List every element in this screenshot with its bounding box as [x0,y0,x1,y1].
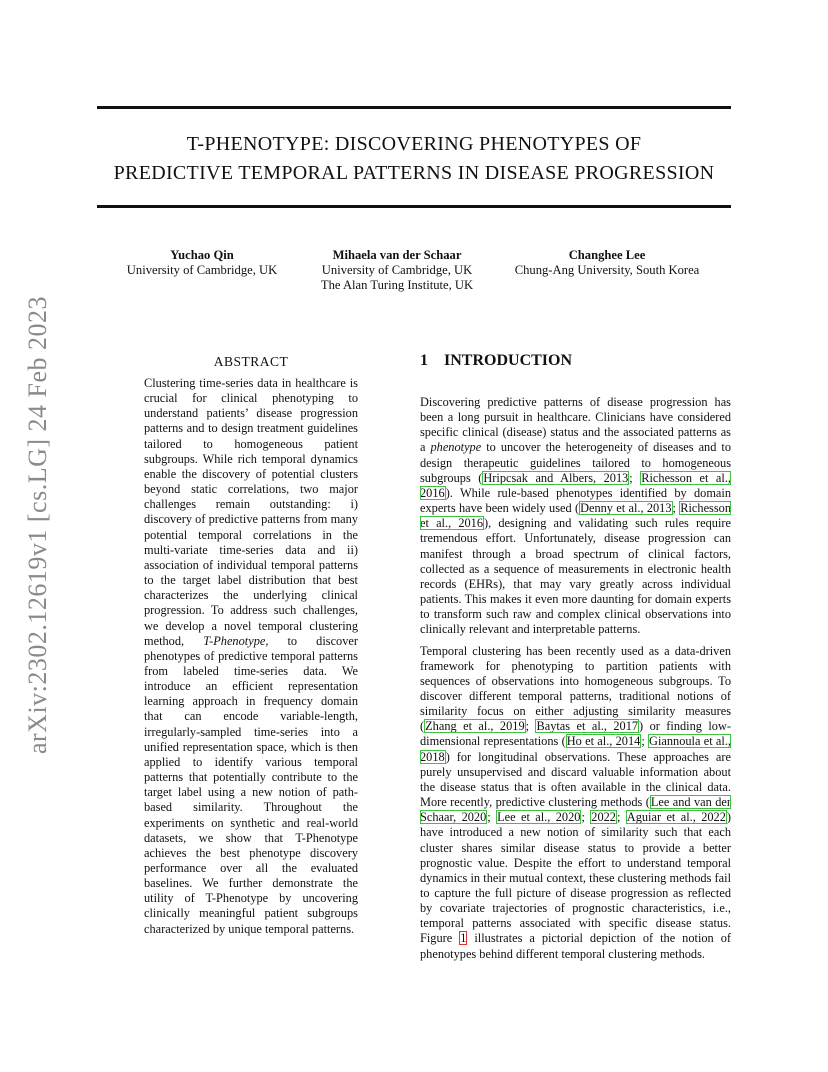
text-run: to uncover the heterogeneity of diseases and to design therapeutic guidelines tailored to homogeneous subgroups ( [420,440,731,485]
citation-link[interactable]: 2022 [591,810,616,825]
intro-paragraph-1 [420,395,731,638]
text-run: ; [525,719,536,734]
author-name: Mihaela van der Schaar [332,248,462,262]
text-run: ) for longitudinal observations. These approaches are purely unsupervised and discard valuable information about the disease status that is often available in the clinical data. More recently, predictive clustering methods ( [420,749,731,810]
citation-link[interactable]: Ho et al., 2014 [566,734,641,749]
author-name: Yuchao Qin [170,248,234,262]
citation-link[interactable]: Denny et al., 2013 [580,501,672,516]
abstract-text-after: , to discover phenotypes of predictive temporal patterns from labeled time-series data. We introduce an efficient representation learning approach in frequency domain that can encode variable-length, irregularly-sampled time-series into a unified representation space, which is then applied to identify various temporal patterns that potentially contribute to the target label using a new notion of path-based similarity. Throughout the experiments on synthetic and real-world datasets, we show that T-Phenotype achieves the best phenotype discovery performance over all the evaluated baselines. We further demonstrate the utility of T-Phenotype by uncovering clinically meaningful patient subgroups characterized by unique temporal patterns. [144,633,358,936]
text-run: ; [672,501,680,516]
emphasis-phenotype: phenotype [430,440,482,455]
citation-link[interactable]: Lee et al., 2020 [497,810,581,825]
text-run: ; [487,810,497,825]
method-name: T-Phenotype [203,633,266,648]
text-run: ; [641,734,649,749]
citation-link[interactable]: Richesson et al., 2016 [420,501,732,531]
text-run: ) or finding low-dimensional representations ( [420,719,732,749]
title-line-1: T-PHENOTYPE: DISCOVERING PHENOTYPES OF [186,133,642,155]
author-block [97,248,731,298]
text-run: ; [581,810,591,825]
text-run: illustrates a pictorial depiction of the notion of phenotypes behind different temporal clustering methods. [420,931,731,961]
abstract-text [144,376,358,937]
author-2 [302,248,492,293]
figure-reference-link[interactable]: 1 [460,931,467,946]
citation-link[interactable]: Lee and van der Schaar, 2020 [420,795,731,825]
citation-link[interactable]: Richesson et al., 2016 [420,470,732,500]
section-number: 1 [420,352,428,369]
intro-paragraph-2 [420,644,731,962]
author-1 [112,248,292,278]
text-run: Temporal clustering has been recently used as a data-driven framework for phenotyping to partition patients with sequences of observations into homogeneous subgroups. To discover different temporal patterns, traditional notions of similarity focus on either adjusting similarity measures ( [420,643,731,734]
abstract-text-before: Clustering time-series data in healthcare is crucial for clinical phenotyping to understand patients’ disease progression patterns and to design treatment guidelines tailored to homogeneous patient subgroups. While rich temporal dynamics enable the discovery of potential clusters beyond static correlations, two major challenges remain outstanding: i) discovery of predictive patterns from many potential temporal correlations in the multi-variate time-series data and ii) association of individual temporal patterns to the target label distribution that best characterizes the underlying clinical progression. To address such challenges, we develop a novel temporal clustering method, [144,376,358,648]
title-line-2: PREDICTIVE TEMPORAL PATTERNS IN DISEASE PROGRESSION [113,162,715,184]
author-affiliation: University of Cambridge, UK [321,263,473,277]
text-run: ). While rule-based phenotypes identified by domain experts have been widely used ( [420,485,731,516]
text-run: ) have introduced a new notion of similarity such that each cluster shares similar disease status to provide a better prognostic value. Despite the effort to understand temporal dynamics in their mutual context, these clustering methods fail to capture the full picture of disease progression as reflected by covariate trajectories of prognostic characteristics, i.e., temporal patterns associated with specific disease status. Figure [420,810,732,946]
section-heading-introduction [420,352,730,370]
author-affiliation-2: The Alan Turing Institute, UK [320,278,474,292]
citation-link[interactable]: Aguiar et al., 2022 [626,810,726,825]
author-affiliation: Chung-Ang University, South Korea [514,263,700,277]
arxiv-sidebar-stamp [18,290,58,760]
text-run: ; [616,810,626,825]
text-run: ), designing and validating such rules require tremendous effort. Unfortunately, disease progression can manifest through a broad spectrum of clinical factors, collected as a sequence of measurements in electronic health records (EHRs), that may vary greatly across individual patients. This makes it even more daunting for domain experts to transform such raw and complex clinical observations into clinically relevant and interpretable patterns. [420,516,731,637]
introduction-body [420,395,731,968]
abstract-heading: ABSTRACT [213,354,289,369]
section-title: INTRODUCTION [444,352,573,369]
author-affiliation: University of Cambridge, UK [126,263,278,277]
arxiv-identifier: arXiv:2302.12619v1 [cs.LG] 24 Feb 2023 [23,295,52,755]
text-run: ; [629,470,641,485]
author-name: Changhee Lee [568,248,646,262]
citation-link[interactable]: Baytas et al., 2017 [536,719,639,734]
paper-title [97,130,731,188]
author-3 [502,248,712,278]
text-run: Discovering predictive patterns of disease progression has been a long pursuit in healthcare. Clinicians have considered specific clinical (disease) status and the associated patterns as a [420,395,731,455]
citation-link[interactable]: Hripcsak and Albers, 2013 [483,470,629,485]
citation-link[interactable]: Giannoula et al., 2018 [420,734,732,764]
title-rule-top [97,106,731,109]
title-rule-bottom [97,205,731,208]
citation-link[interactable]: Zhang et al., 2019 [425,719,525,734]
